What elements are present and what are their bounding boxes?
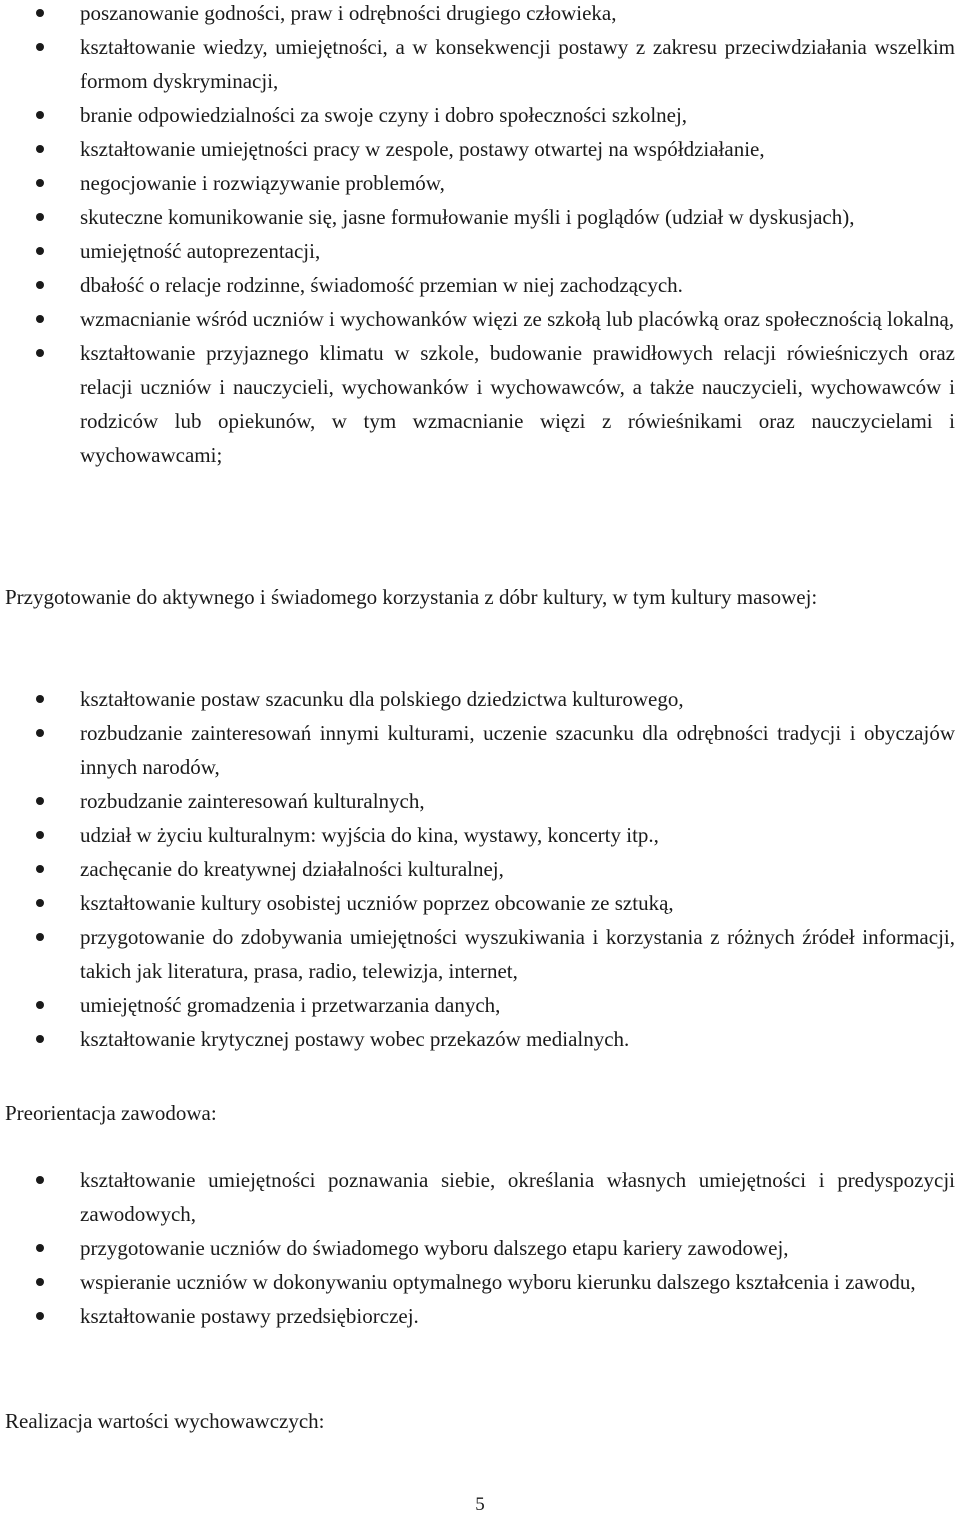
bullet-icon <box>36 695 44 703</box>
list-item <box>0 886 955 920</box>
list-item <box>0 302 955 336</box>
list-item-text: branie odpowiedzialności za swoje czyny i dobro społeczności szkolnej, <box>80 103 688 127</box>
list-item <box>0 336 955 472</box>
bullet-icon <box>36 1001 44 1009</box>
bullet-icon <box>36 349 44 357</box>
list-item <box>0 818 955 852</box>
list-item-text: udział w życiu kulturalnym: wyjścia do kina, wystawy, koncerty itp., <box>80 823 659 847</box>
list-item <box>0 234 955 268</box>
bullet-icon <box>36 865 44 873</box>
bullet-icon <box>36 1035 44 1043</box>
list-item-text: wspieranie uczniów w dokonywaniu optymalnego wyboru kierunku dalszego kształcenia i zawodu, <box>80 1270 916 1294</box>
section-heading-career: Preorientacja zawodowa: <box>5 1101 217 1125</box>
list-item <box>0 166 955 200</box>
list-item-text: negocjowanie i rozwiązywanie problemów, <box>80 171 445 195</box>
list-item-text: przygotowanie do zdobywania umiejętności wyszukiwania i korzystania z różnych źródeł informacji, takich jak literatura, prasa, radio, telewizja, internet, <box>80 925 955 983</box>
list-item <box>0 1163 955 1231</box>
bullet-icon <box>36 145 44 153</box>
bullet-icon <box>36 1244 44 1252</box>
list-item-text: umiejętność gromadzenia i przetwarzania danych, <box>80 993 501 1017</box>
list-item <box>0 200 955 234</box>
list-item-text: wzmacnianie wśród uczniów i wychowanków więzi ze szkołą lub placówką oraz społecznością lokalną, <box>80 307 955 331</box>
list-item-text: kształtowanie postawy przedsiębiorczej. <box>80 1304 419 1328</box>
section-heading-culture: Przygotowanie do aktywnego i świadomego korzystania z dóbr kultury, w tym kultury masowej: <box>5 585 818 609</box>
list-item <box>0 1299 955 1333</box>
list-item-text: kształtowanie postaw szacunku dla polskiego dziedzictwa kulturowego, <box>80 687 684 711</box>
bullet-icon <box>36 9 44 17</box>
bullet-icon <box>36 247 44 255</box>
list-item-text: zachęcanie do kreatywnej działalności kulturalnej, <box>80 857 504 881</box>
list-item <box>0 784 955 818</box>
list-item-text: kształtowanie krytycznej postawy wobec przekazów medialnych. <box>80 1027 630 1051</box>
list-item-text: skuteczne komunikowanie się, jasne formułowanie myśli i poglądów (udział w dyskusjach), <box>80 205 855 229</box>
list-item-text: kształtowanie kultury osobistej uczniów poprzez obcowanie ze sztuką, <box>80 891 674 915</box>
list-item-text: dbałość o relacje rodzinne, świadomość przemian w niej zachodzących. <box>80 273 683 297</box>
list-item <box>0 0 955 30</box>
list-item-text: rozbudzanie zainteresowań kulturalnych, <box>80 789 425 813</box>
bullet-icon <box>36 797 44 805</box>
bullet-icon <box>36 315 44 323</box>
bullet-icon <box>36 281 44 289</box>
bullet-icon <box>36 831 44 839</box>
list-item-text: przygotowanie uczniów do świadomego wyboru dalszego etapu kariery zawodowej, <box>80 1236 789 1260</box>
bullet-icon <box>36 933 44 941</box>
list-item <box>0 920 955 988</box>
list-item-text: kształtowanie umiejętności pracy w zespole, postawy otwartej na współdziałanie, <box>80 137 765 161</box>
list-item <box>0 1265 955 1299</box>
bullet-list-social-skills <box>0 0 955 472</box>
list-item <box>0 132 955 166</box>
bullet-list-culture <box>0 682 955 1056</box>
list-item-text: kształtowanie przyjaznego klimatu w szkole, budowanie prawidłowych relacji rówieśniczych oraz relacji uczniów i nauczycieli, wychowanków i wychowawców, a także nauczycieli, wychowawców i rodziców lub opiekunów, w tym wzmacnianie więzi z rówieśnikami oraz nauczycielami i wychowawcami; <box>80 341 955 467</box>
bullet-icon <box>36 1312 44 1320</box>
bullet-icon <box>36 1176 44 1184</box>
bullet-icon <box>36 111 44 119</box>
list-item <box>0 30 955 98</box>
list-item-text: rozbudzanie zainteresowań innymi kulturami, uczenie szacunku dla odrębności tradycji i obyczajów innych narodów, <box>80 721 955 779</box>
list-item-text: umiejętność autoprezentacji, <box>80 239 321 263</box>
list-item-text: kształtowanie wiedzy, umiejętności, a w konsekwencji postawy z zakresu przeciwdziałania wszelkim formom dyskryminacji, <box>80 35 955 93</box>
list-item <box>0 1231 955 1265</box>
list-item <box>0 268 955 302</box>
list-item-text: kształtowanie umiejętności poznawania siebie, określania własnych umiejętności i predyspozycji zawodowych, <box>80 1168 955 1226</box>
list-item <box>0 988 955 1022</box>
bullet-icon <box>36 179 44 187</box>
bullet-icon <box>36 43 44 51</box>
list-item <box>0 682 955 716</box>
bullet-icon <box>36 213 44 221</box>
section-heading-values: Realizacja wartości wychowawczych: <box>5 1409 325 1433</box>
list-item <box>0 1022 955 1056</box>
page-number: 5 <box>475 1494 485 1515</box>
bullet-icon <box>36 1278 44 1286</box>
bullet-list-career <box>0 1163 955 1333</box>
list-item <box>0 716 955 784</box>
list-item <box>0 98 955 132</box>
list-item <box>0 852 955 886</box>
bullet-icon <box>36 729 44 737</box>
bullet-icon <box>36 899 44 907</box>
list-item-text: poszanowanie godności, praw i odrębności drugiego człowieka, <box>80 1 617 25</box>
